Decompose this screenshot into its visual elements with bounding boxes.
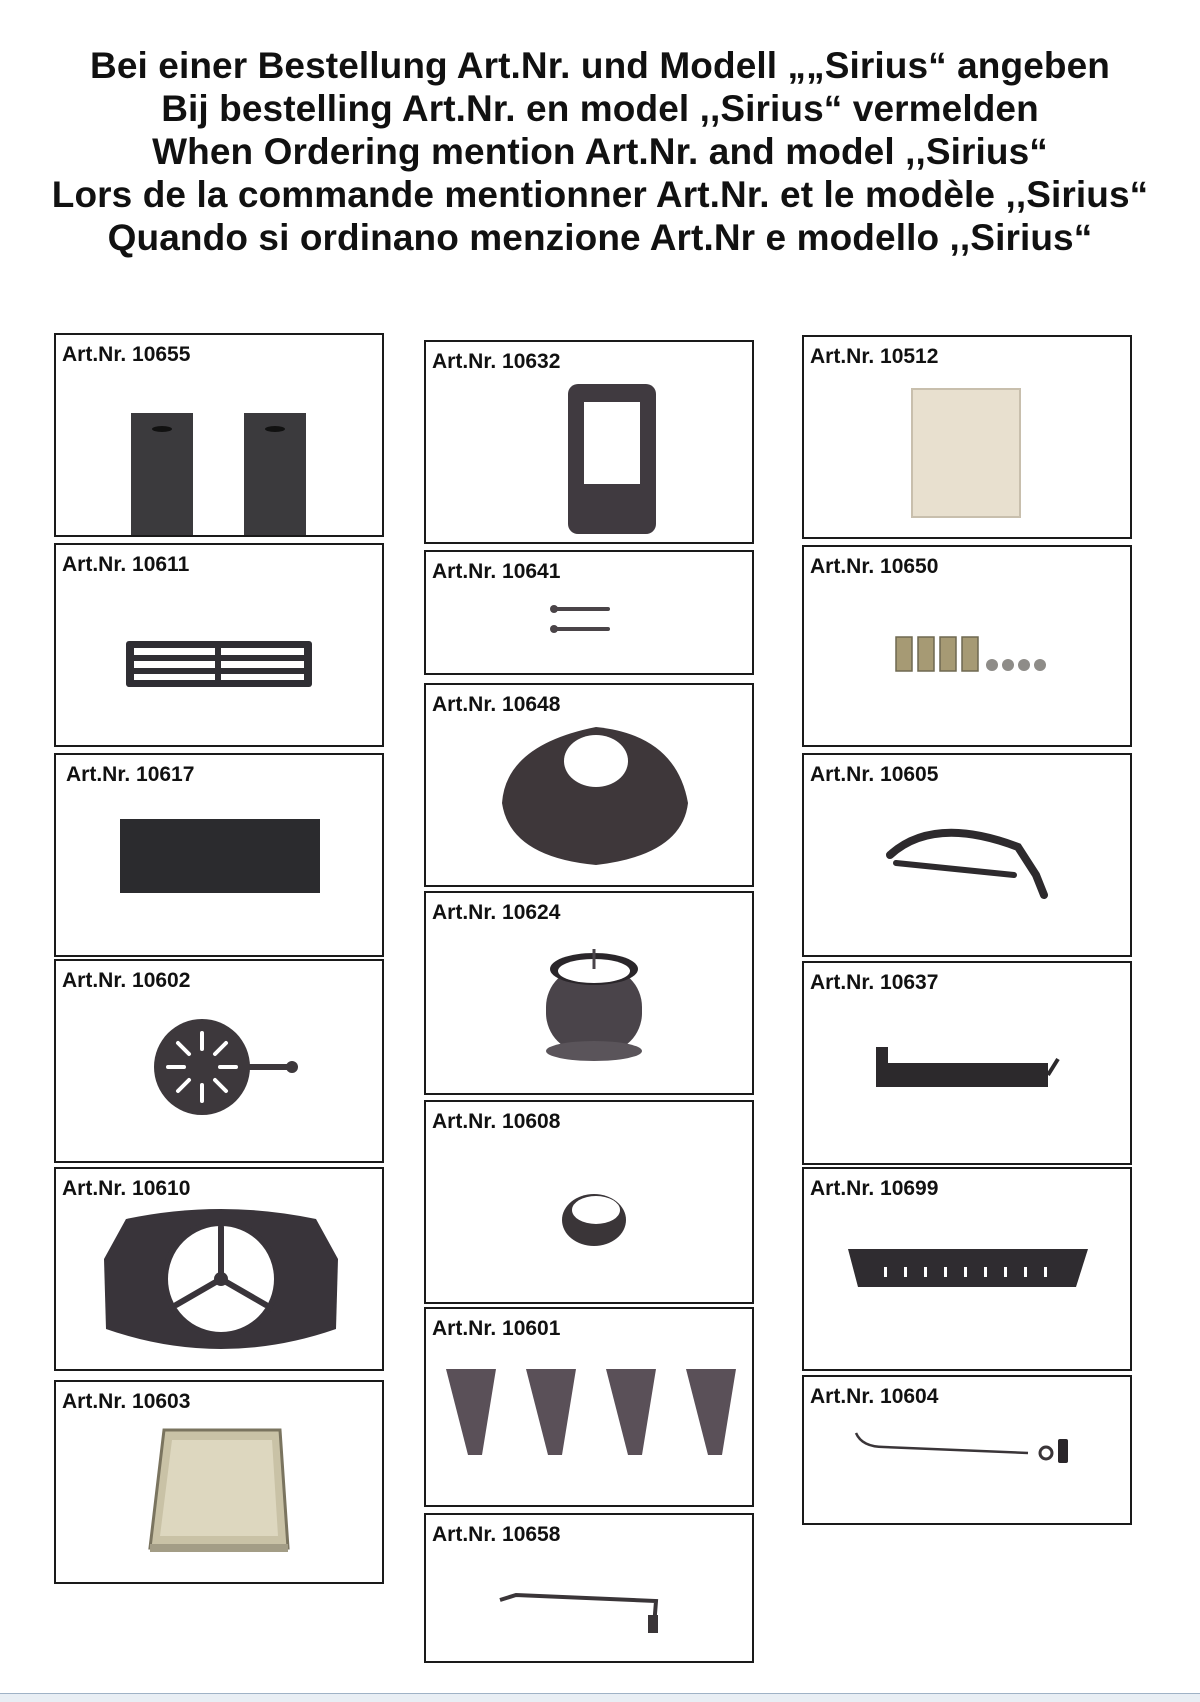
part-number: Art.Nr. 10699 xyxy=(810,1177,939,1200)
part-number: Art.Nr. 10611 xyxy=(62,553,190,576)
part-card-10604 xyxy=(802,1375,1132,1525)
instruction-dutch: Bij bestelling Art.Nr. en model ,,Sirius“ vermelden xyxy=(161,88,1039,129)
spring-rod-image xyxy=(804,1377,1132,1525)
part-card-10611 xyxy=(54,543,384,747)
damper-plate-image xyxy=(804,963,1132,1165)
part-card-10650 xyxy=(802,545,1132,747)
part-number: Art.Nr. 10603 xyxy=(62,1390,191,1413)
part-number: Art.Nr. 10604 xyxy=(810,1385,939,1408)
part-card-10602 xyxy=(54,959,384,1163)
instruction-german: Bei einer Bestellung Art.Nr. und Modell „„Sirius“ angeben xyxy=(90,45,1110,86)
glass-pane-image xyxy=(804,337,1132,539)
part-card-10699 xyxy=(802,1167,1132,1371)
part-number: Art.Nr. 10601 xyxy=(432,1317,561,1340)
part-card-10624 xyxy=(424,891,754,1095)
part-number: Art.Nr. 10641 xyxy=(432,560,561,583)
part-card-10617 xyxy=(54,753,384,957)
bolts-image xyxy=(426,552,754,675)
part-card-10605 xyxy=(802,753,1132,957)
part-card-10637 xyxy=(802,961,1132,1165)
glass-clips-and-screws-image xyxy=(804,547,1132,747)
part-number: Art.Nr. 10512 xyxy=(810,345,939,368)
part-card-10603 xyxy=(54,1380,384,1584)
part-card-10655 xyxy=(54,333,384,537)
air-regulator-disc-image xyxy=(56,961,384,1163)
part-card-10641 xyxy=(424,550,754,675)
part-number: Art.Nr. 10648 xyxy=(432,693,561,716)
part-card-10601 xyxy=(424,1307,754,1507)
part-card-10648 xyxy=(424,683,754,887)
side-panels-image xyxy=(56,335,384,537)
flue-collar-image xyxy=(426,893,754,1095)
ring-image xyxy=(426,1102,754,1304)
part-number: Art.Nr. 10637 xyxy=(810,971,939,994)
part-card-10512 xyxy=(802,335,1132,539)
grille-bar-image xyxy=(804,1169,1132,1371)
grate-bars-image xyxy=(56,545,384,747)
part-card-10610 xyxy=(54,1167,384,1371)
part-number: Art.Nr. 10610 xyxy=(62,1177,191,1200)
part-card-10658 xyxy=(424,1513,754,1663)
door-handle-image xyxy=(804,755,1132,957)
page-bottom-edge xyxy=(0,1693,1200,1702)
baffle-plate-image xyxy=(56,755,384,957)
part-number: Art.Nr. 10655 xyxy=(62,343,191,366)
fire-grate-frame-image xyxy=(56,1169,384,1371)
legs-image xyxy=(426,1309,754,1507)
part-number: Art.Nr. 10658 xyxy=(432,1523,561,1546)
instruction-english: When Ordering mention Art.Nr. and model ,,Sirius“ xyxy=(152,131,1048,172)
part-number: Art.Nr. 10608 xyxy=(432,1110,561,1133)
handle-rod-image xyxy=(426,1515,754,1663)
part-number: Art.Nr. 10650 xyxy=(810,555,939,578)
instruction-italian: Quando si ordinano menzione Art.Nr e modello ,,Sirius“ xyxy=(107,217,1093,258)
top-cover-image xyxy=(426,685,754,887)
part-card-10608 xyxy=(424,1100,754,1304)
instruction-french: Lors de la commande mentionner Art.Nr. et le modèle ,,Sirius“ xyxy=(51,174,1149,215)
door-frame-image xyxy=(426,342,754,544)
part-number: Art.Nr. 10602 xyxy=(62,969,191,992)
part-number: Art.Nr. 10632 xyxy=(432,350,561,373)
part-number: Art.Nr. 10605 xyxy=(810,763,939,786)
part-number: Art.Nr. 10617 xyxy=(66,763,195,786)
part-number: Art.Nr. 10624 xyxy=(432,901,561,924)
order-instructions xyxy=(0,44,1200,259)
part-card-10632 xyxy=(424,340,754,544)
ash-pan-image xyxy=(56,1382,384,1584)
